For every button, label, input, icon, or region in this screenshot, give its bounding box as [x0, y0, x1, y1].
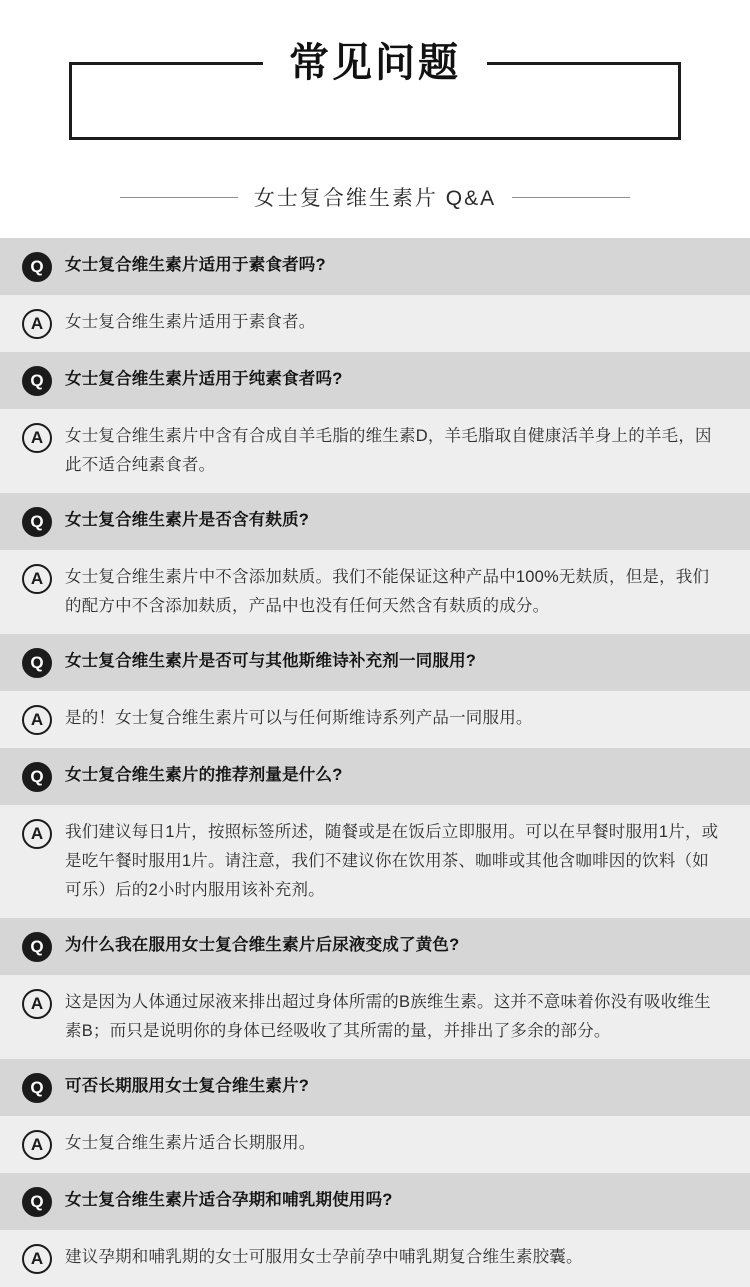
faq-answer-text: 建议孕期和哺乳期的女士可服用女士孕前孕中哺乳期复合维生素胶囊。 — [65, 1248, 583, 1266]
answer-badge-icon: A — [22, 989, 52, 1019]
header-area — [0, 0, 750, 140]
page-title: 常见问题 — [263, 32, 487, 94]
faq-question-row — [0, 918, 750, 975]
title-frame — [69, 40, 681, 140]
question-badge-icon: Q — [22, 932, 52, 962]
faq-question-text: 女士复合维生素片适用于素食者吗? — [65, 256, 326, 274]
faq-question-row — [0, 493, 750, 550]
faq-answer-row — [0, 691, 750, 748]
faq-answer-text: 女士复合维生素片中不含添加麸质。我们不能保证这种产品中100%无麸质，但是，我们的配方中不含添加麸质，产品中也没有任何天然含有麸质的成分。 — [65, 568, 710, 615]
faq-answer-row — [0, 805, 750, 918]
faq-question-text: 为什么我在服用女士复合维生素片后尿液变成了黄色? — [65, 936, 460, 954]
faq-answer-text: 女士复合维生素片适合长期服用。 — [65, 1134, 316, 1152]
subtitle-row — [0, 182, 750, 212]
faq-question-row — [0, 238, 750, 295]
faq-question-text: 女士复合维生素片是否含有麸质? — [65, 511, 310, 529]
question-badge-icon: Q — [22, 366, 52, 396]
subtitle-rule-left — [120, 197, 238, 198]
faq-answer-row — [0, 550, 750, 634]
faq-question-text: 女士复合维生素片是否可与其他斯维诗补充剂一同服用? — [65, 652, 477, 670]
faq-question-row — [0, 1059, 750, 1116]
faq-answer-row — [0, 409, 750, 493]
faq-answer-row — [0, 295, 750, 352]
faq-answer-row — [0, 1116, 750, 1173]
faq-question-text: 女士复合维生素片适用于纯素食者吗? — [65, 370, 343, 388]
answer-badge-icon: A — [22, 1244, 52, 1274]
faq-answer-text: 女士复合维生素片中含有合成自羊毛脂的维生素D，羊毛脂取自健康活羊身上的羊毛，因此不适合纯素食者。 — [65, 427, 712, 474]
faq-question-row — [0, 1173, 750, 1230]
faq-answer-row — [0, 975, 750, 1059]
faq-question-row — [0, 748, 750, 805]
question-badge-icon: Q — [22, 252, 52, 282]
answer-badge-icon: A — [22, 819, 52, 849]
answer-badge-icon: A — [22, 564, 52, 594]
answer-badge-icon: A — [22, 1130, 52, 1160]
faq-question-text: 女士复合维生素片适合孕期和哺乳期使用吗? — [65, 1191, 393, 1209]
faq-list — [0, 238, 750, 1287]
faq-question-text: 女士复合维生素片的推荐剂量是什么? — [65, 766, 343, 784]
question-badge-icon: Q — [22, 507, 52, 537]
answer-badge-icon: A — [22, 705, 52, 735]
question-badge-icon: Q — [22, 762, 52, 792]
faq-question-text: 可否长期服用女士复合维生素片? — [65, 1077, 310, 1095]
faq-answer-text: 女士复合维生素片适用于素食者。 — [65, 313, 316, 331]
faq-question-row — [0, 352, 750, 409]
page-subtitle: 女士复合维生素片 Q&A — [253, 187, 497, 210]
subtitle-rule-right — [512, 197, 630, 198]
faq-answer-text: 我们建议每日1片，按照标签所述，随餐或是在饭后立即服用。可以在早餐时服用1片，或是吃午餐时服用1片。请注意，我们不建议你在饮用茶、咖啡或其他含咖啡因的饮料（如可乐）后的2小时内服用该补充剂。 — [65, 823, 719, 899]
faq-answer-text: 是的！女士复合维生素片可以与任何斯维诗系列产品一同服用。 — [65, 709, 533, 727]
question-badge-icon: Q — [22, 1073, 52, 1103]
answer-badge-icon: A — [22, 423, 52, 453]
faq-answer-text: 这是因为人体通过尿液来排出超过身体所需的B族维生素。这并不意味着你没有吸收维生素B；而只是说明你的身体已经吸收了其所需的量，并排出了多余的部分。 — [65, 993, 711, 1040]
faq-answer-row — [0, 1230, 750, 1287]
faq-question-row — [0, 634, 750, 691]
question-badge-icon: Q — [22, 1187, 52, 1217]
answer-badge-icon: A — [22, 309, 52, 339]
question-badge-icon: Q — [22, 648, 52, 678]
